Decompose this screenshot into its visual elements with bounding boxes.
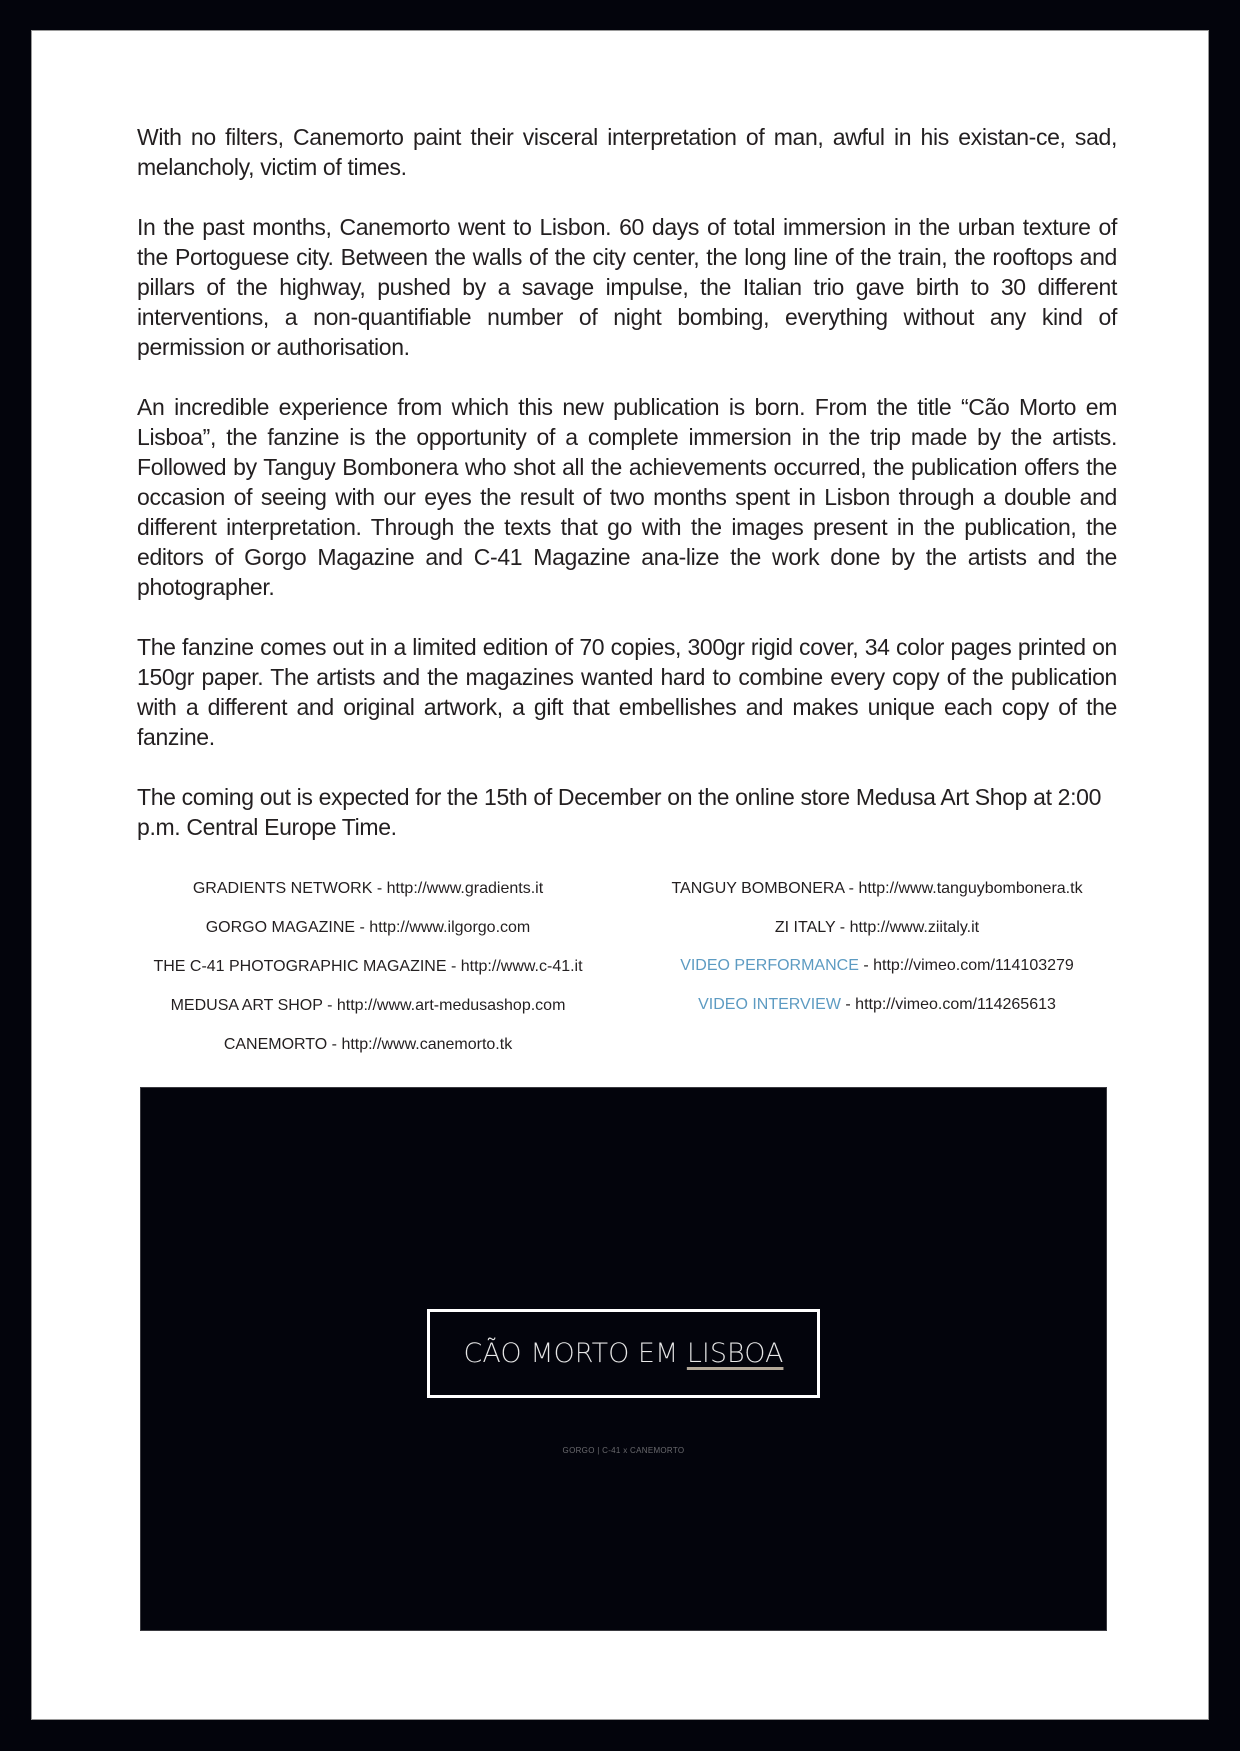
link-separator: - xyxy=(322,997,337,1014)
link-separator: - xyxy=(844,880,859,897)
link-separator: - xyxy=(446,958,461,975)
link-url[interactable]: http://www.gradients.it xyxy=(386,880,544,897)
links-column-right xyxy=(647,878,1107,1032)
paragraph-edition: The fanzine comes out in a limited edition of 70 copies, 300gr rigid cover, 34 color pages printed on 150gr paper. The artists and the magazines wanted hard to combine every copy of the publication with a different and original artwork, a gift that embellishes and makes unique each copy of the fanzine. xyxy=(137,634,1117,750)
cover-title xyxy=(464,1338,784,1369)
link-item-video-performance[interactable] xyxy=(647,955,1107,994)
link-item[interactable] xyxy=(137,917,599,956)
links-section xyxy=(137,878,1117,1078)
link-name: THE C-41 PHOTOGRAPHIC MAGAZINE xyxy=(153,958,447,975)
link-name: MEDUSA ART SHOP xyxy=(170,997,323,1014)
link-name: GRADIENTS NETWORK xyxy=(192,880,373,897)
link-separator: - xyxy=(835,918,850,936)
link-item[interactable] xyxy=(647,878,1107,917)
link-url[interactable]: http://www.c-41.it xyxy=(460,958,583,975)
link-separator: - xyxy=(858,957,874,974)
document-page xyxy=(31,30,1209,1720)
link-separator: - xyxy=(327,1036,342,1053)
cover-caption: GORGO | C-41 x CANEMORTO xyxy=(562,1446,685,1455)
link-name: CANEMORTO xyxy=(223,1036,328,1053)
link-item[interactable] xyxy=(137,878,599,917)
link-url[interactable]: http://www.ilgorgo.com xyxy=(369,919,531,936)
link-url[interactable]: http://www.tanguybombonera.tk xyxy=(858,880,1083,897)
link-item[interactable] xyxy=(137,995,599,1034)
cover-title-underlined: LISBOA xyxy=(686,1338,784,1369)
paragraph-publication: An incredible experience from which this new publication is born. From the title “Cão Morto em Lisboa”, the fanzine is the opportunity of a complete immersion in the trip made by the artists. Followed by Tanguy Bombonera who shot all the achievements occurred, the publication offers the occasion of seeing with our eyes the result of two months spent in Lisbon through a double and different interpretation. Through the texts that go with the images present in the publication, the editors of Gorgo Magazine and C-41 Magazine ana-lize the work done by the artists and the photographer. xyxy=(137,394,1117,600)
link-name: ZI ITALY xyxy=(774,918,836,936)
link-separator: - xyxy=(355,919,370,936)
link-url[interactable]: http://vimeo.com/114103279 xyxy=(873,957,1074,974)
link-separator: - xyxy=(372,880,387,897)
article-body xyxy=(137,122,1117,872)
link-item[interactable] xyxy=(137,956,599,995)
link-name: TANGUY BOMBONERA xyxy=(671,880,845,897)
cover-title-main: CÃO MORTO EM xyxy=(463,1338,687,1369)
links-column-left xyxy=(137,878,599,1073)
video-performance-link[interactable]: VIDEO PERFORMANCE xyxy=(680,957,859,974)
link-item[interactable] xyxy=(647,917,1107,956)
video-interview-link[interactable]: VIDEO INTERVIEW xyxy=(698,995,841,1013)
link-item[interactable] xyxy=(137,1034,599,1073)
link-url[interactable]: http://www.ziitaly.it xyxy=(849,918,980,936)
link-item-video-interview[interactable] xyxy=(647,994,1107,1033)
link-url[interactable]: http://www.canemorto.tk xyxy=(341,1036,513,1053)
paragraph-release: The coming out is expected for the 15th of December on the online store Medusa Art Shop at 2:00 p.m. Central Europe Time. xyxy=(137,784,1102,840)
paragraph-intro: With no filters, Canemorto paint their visceral interpretation of man, awful in his existan-ce, sad, melancholy, victim of times. xyxy=(137,124,1117,180)
cover-title-frame xyxy=(427,1309,820,1398)
link-name: GORGO MAGAZINE xyxy=(205,919,356,936)
link-url[interactable]: http://vimeo.com/114265613 xyxy=(855,995,1056,1013)
link-url[interactable]: http://www.art-medusashop.com xyxy=(336,997,566,1014)
link-separator: - xyxy=(840,995,856,1013)
paragraph-lisbon-trip: In the past months, Canemorto went to Lisbon. 60 days of total immersion in the urban texture of the Portoguese city. Between the walls of the city center, the long line of the train, the rooftops and pillars of the highway, pushed by a savage impulse, the Italian trio gave birth to 30 different interventions, a non-quantifiable number of night bombing, everything without any kind of permission or authorisation. xyxy=(137,214,1117,360)
cover-image xyxy=(140,1087,1107,1631)
